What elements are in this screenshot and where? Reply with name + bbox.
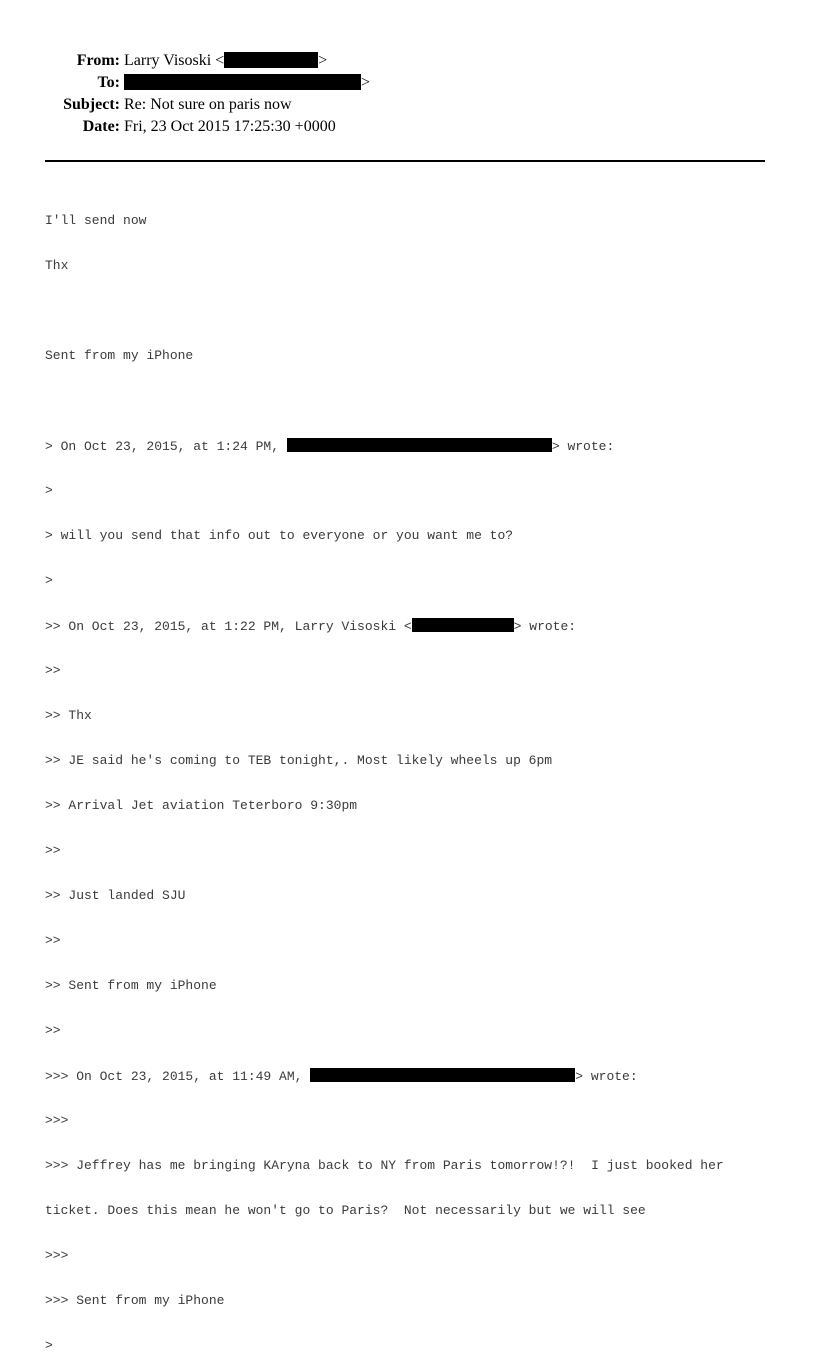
redaction-block <box>124 74 361 90</box>
body-line: >> Sent from my iPhone <box>45 978 217 993</box>
date-value: Fri, 23 Oct 2015 17:25:30 +0000 <box>124 118 336 135</box>
quoted-attribution-line <box>45 618 785 633</box>
from-close: > <box>318 52 328 69</box>
body-line: > <box>45 1338 53 1353</box>
body-line: >> Arrival Jet aviation Teterboro 9:30pm <box>45 798 358 813</box>
body-line: >> <box>45 933 61 948</box>
body-line: Sent from my iPhone <box>45 348 194 363</box>
attribution-text: > On Oct 23, 2015, at 1:24 PM, <box>45 439 287 454</box>
body-line: >> <box>45 663 61 678</box>
to-close: > <box>361 74 371 91</box>
body-line: > <box>45 483 53 498</box>
body-line: Thx <box>45 258 69 273</box>
subject-value: Re: Not sure on paris now <box>124 96 292 113</box>
redaction-block <box>412 618 514 632</box>
body-line: >>> Sent from my iPhone <box>45 1293 225 1308</box>
from-label: From: <box>76 52 120 69</box>
body-line: I'll send now <box>45 213 147 228</box>
attribution-wrote: > wrote: <box>551 439 615 454</box>
to-value <box>124 74 370 92</box>
from-value <box>124 52 327 70</box>
body-line: ticket. Does this mean he won't go to Paris? Not necessarily but we will see <box>45 1203 646 1218</box>
attribution-text: >> On Oct 23, 2015, at 1:22 PM, Larry Visoski < <box>45 619 412 634</box>
date-label: Date: <box>82 118 120 135</box>
header-divider <box>45 160 765 162</box>
body-line: >>> <box>45 1113 69 1128</box>
body-line: >>> <box>45 1248 69 1263</box>
body-line: > <box>45 573 53 588</box>
body-line: >> <box>45 1023 61 1038</box>
to-label: To: <box>97 74 120 91</box>
from-row <box>0 52 816 74</box>
body-line: >> Thx <box>45 708 92 723</box>
quoted-attribution-line <box>45 1068 785 1083</box>
attribution-wrote: > wrote: <box>513 619 577 634</box>
date-row <box>0 118 816 140</box>
quoted-attribution-line <box>45 438 785 453</box>
redaction-block <box>224 52 318 68</box>
attribution-wrote: > wrote: <box>575 1069 638 1084</box>
redaction-block <box>310 1068 575 1082</box>
email-header <box>0 52 816 140</box>
body-line <box>45 393 785 408</box>
body-line: >> JE said he's coming to TEB tonight,. Most likely wheels up 6pm <box>45 753 553 768</box>
subject-row <box>0 96 816 118</box>
body-line: >> <box>45 843 61 858</box>
body-line <box>45 303 785 318</box>
body-line: >> Just landed SJU <box>45 888 186 903</box>
body-line: >>> Jeffrey has me bringing KAryna back to NY from Paris tomorrow!?! I just booked her <box>45 1158 724 1173</box>
email-body <box>45 183 785 1368</box>
subject-label: Subject: <box>63 96 120 113</box>
to-row <box>0 74 816 96</box>
body-line: > will you send that info out to everyone or you want me to? <box>45 528 514 543</box>
attribution-text: >>> On Oct 23, 2015, at 11:49 AM, <box>45 1069 311 1084</box>
redaction-block <box>287 438 552 452</box>
from-name: Larry Visoski < <box>124 52 225 69</box>
